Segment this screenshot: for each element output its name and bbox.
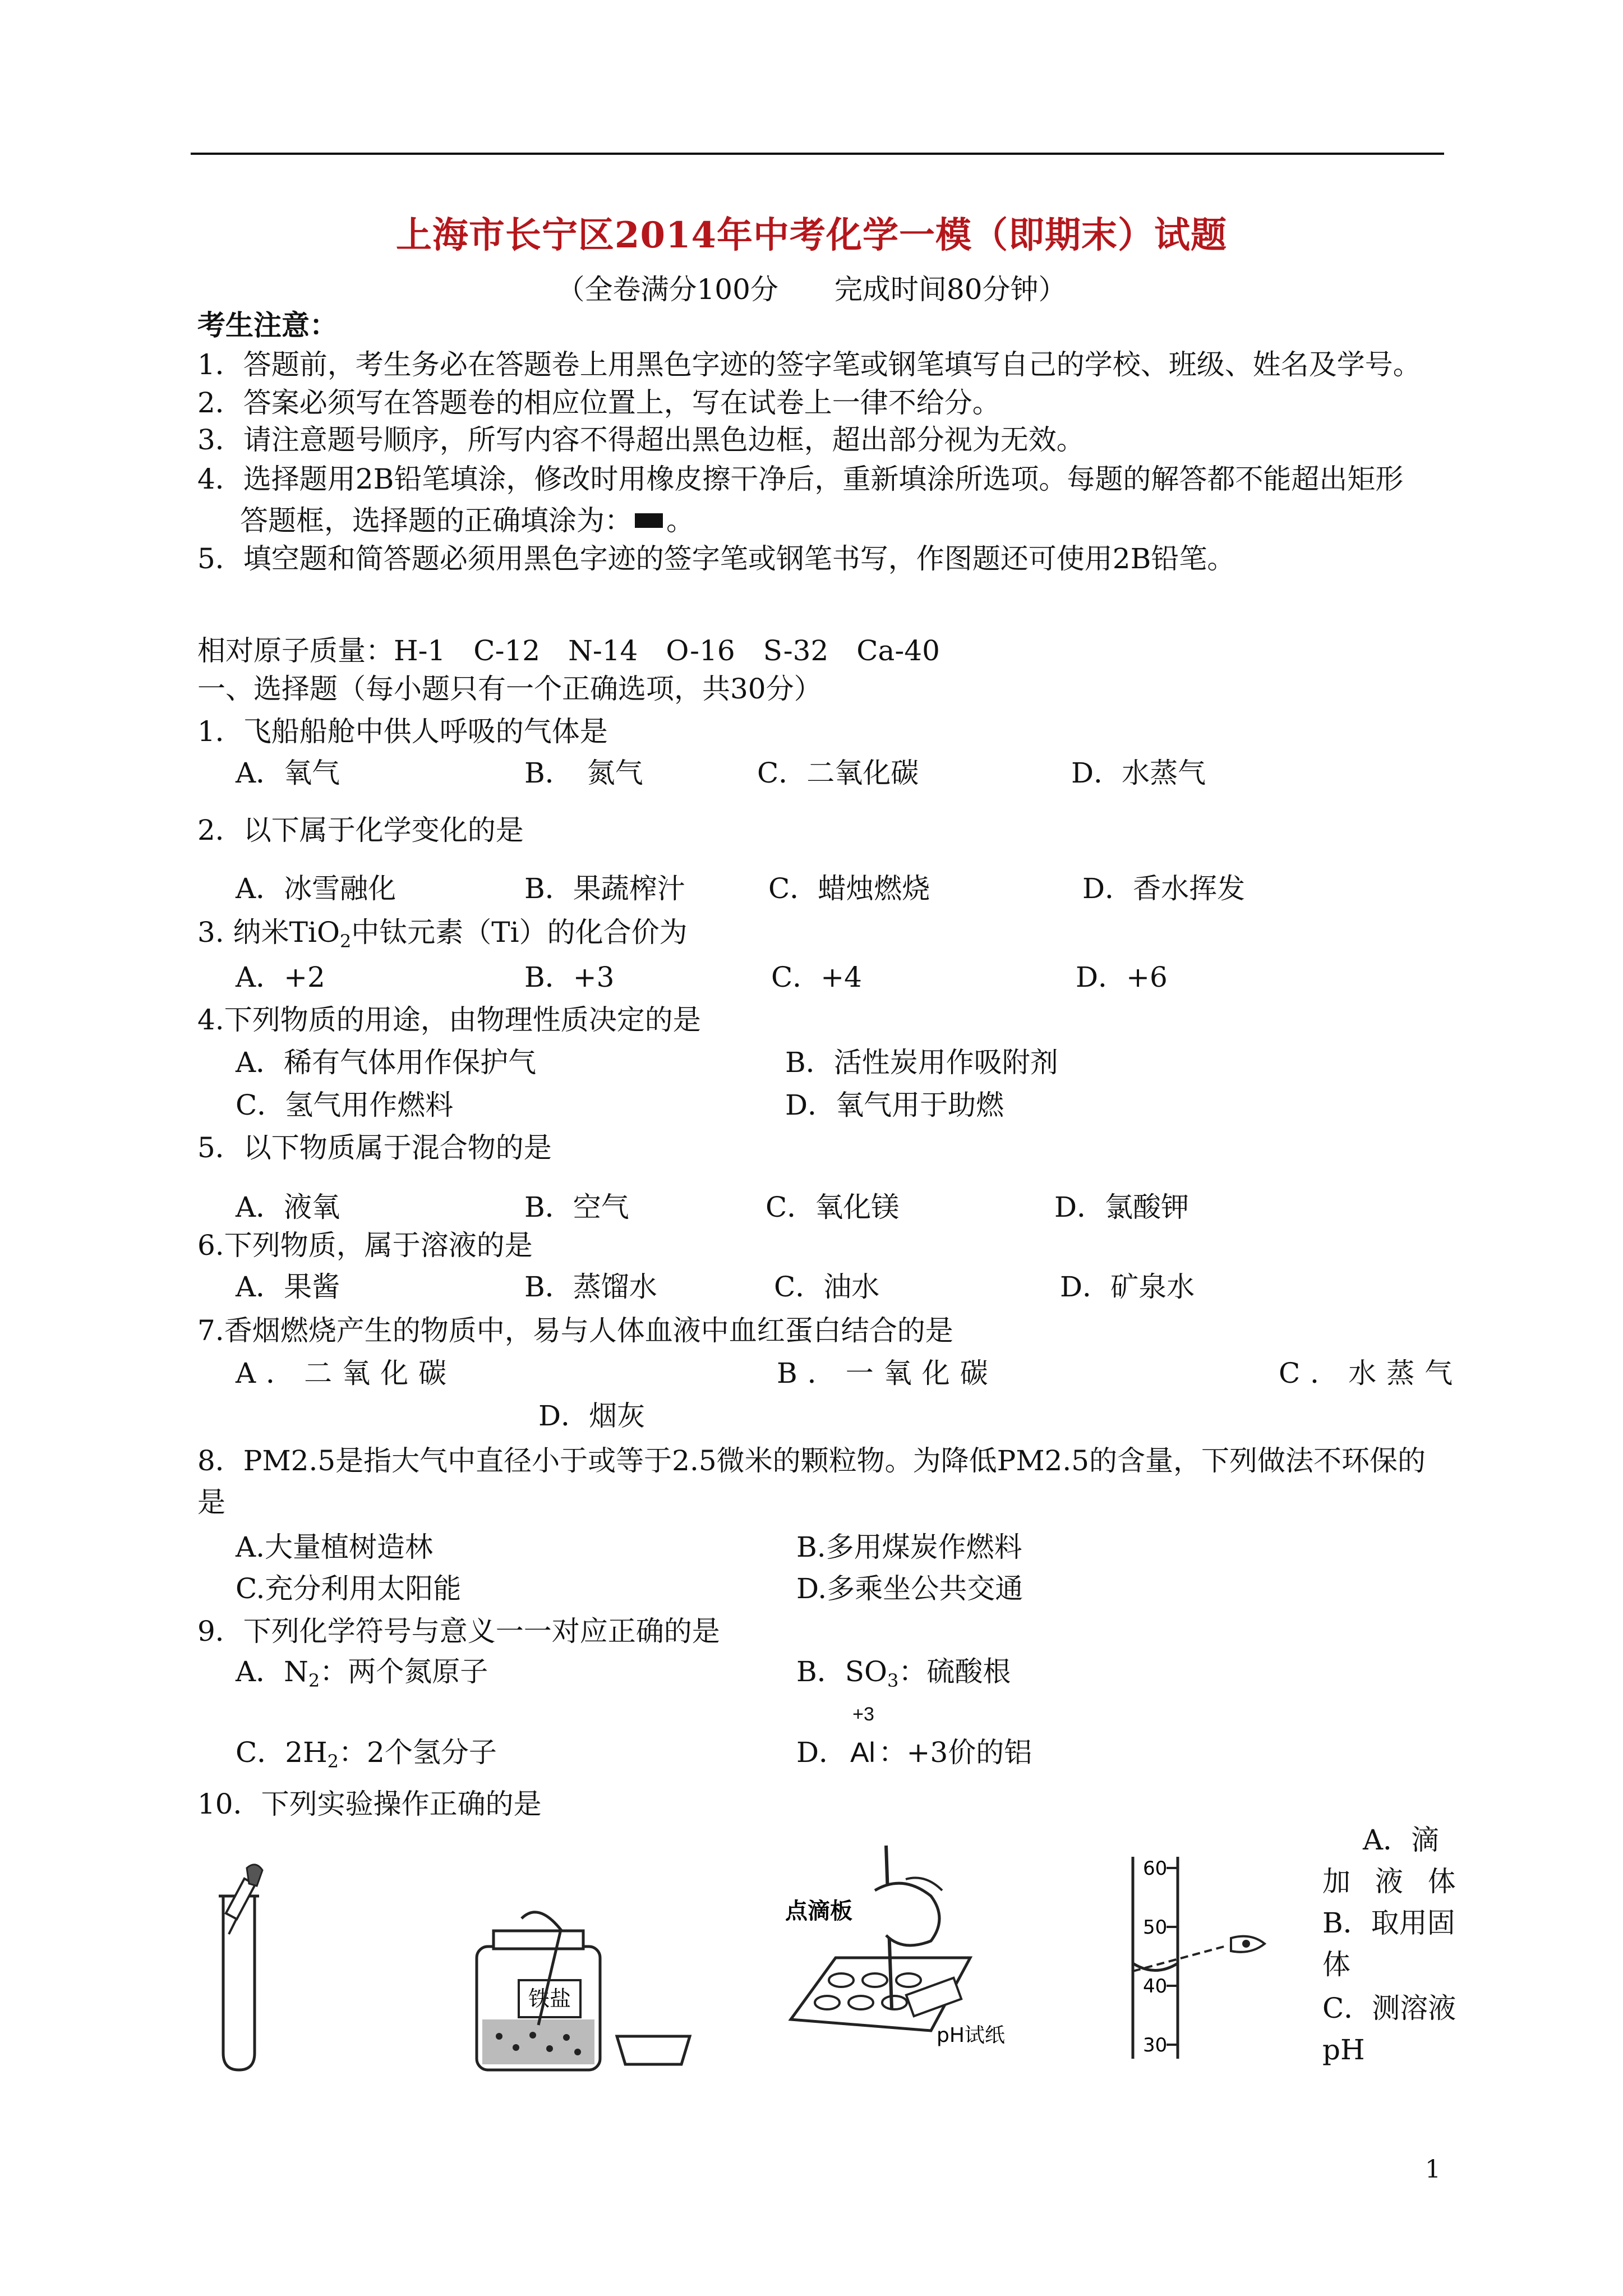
- element-symbol: Al: [850, 1737, 875, 1768]
- option-c: C．二氧化碳: [757, 757, 919, 789]
- option-c: C．油水: [774, 1271, 880, 1303]
- subscript: 2: [327, 1751, 339, 1772]
- stem-text: 中钛元素（Ti）的化合价为: [351, 916, 688, 949]
- option-c: C.充分利用太阳能: [236, 1572, 462, 1605]
- notice-item: 答题框，选择题的正确填涂为： 。: [240, 504, 694, 537]
- option-d: D．氧气用于助燃: [785, 1089, 1004, 1121]
- filled-box-icon: [635, 513, 663, 528]
- notice-item: 2．答案必须写在答题卷的相应位置上，写在试卷上一律不给分。: [197, 386, 1000, 419]
- question-stem: 5．以下物质属于混合物的是: [197, 1131, 552, 1164]
- valence-symbol: [850, 1704, 875, 1770]
- tick-label: 50: [1143, 1916, 1168, 1939]
- option-a: A．稀有气体用作保护气: [236, 1046, 537, 1079]
- option-c: C．氢气用作燃料: [236, 1089, 454, 1121]
- header-rule: [191, 153, 1444, 155]
- page-subtitle: （全卷满分100分 完成时间80分钟）: [556, 273, 1067, 306]
- stem-text: 3. 纳米TiO: [197, 916, 340, 949]
- side-text: pH: [1322, 2033, 1365, 2066]
- option-b: [796, 1654, 1011, 1699]
- option-a: A．二氧化碳: [236, 1357, 457, 1389]
- option-b: B． 氮气: [524, 757, 643, 789]
- option-b: B．空气: [524, 1191, 629, 1223]
- option-b: B．+3: [524, 961, 615, 993]
- option-d: D．氯酸钾: [1054, 1191, 1189, 1223]
- option-a: [236, 1654, 488, 1699]
- option-b: B．果蔬榨汁: [524, 872, 685, 905]
- graduated-cylinder-figure: [1116, 1851, 1284, 2064]
- option-d: D．+6: [1076, 961, 1168, 993]
- subscript: 2: [339, 931, 352, 952]
- option-d: D.多乘坐公共交通: [796, 1572, 1023, 1605]
- notice-item: 4．选择题用2B铅笔填涂，修改时用橡皮擦干净后，重新填涂所选项。每题的解答都不能超出矩形: [197, 463, 1404, 495]
- option-text: A．N: [236, 1655, 308, 1688]
- question-stem: 4.下列物质的用途，由物理性质决定的是: [197, 1004, 701, 1036]
- reagent-jar-figure: [465, 1896, 701, 2076]
- notice-item: 3．请注意题号顺序，所写内容不得超出黑色边框，超出部分视为无效。: [197, 424, 1085, 456]
- side-text: A．滴: [1363, 1824, 1440, 1856]
- spot-plate-figure: [774, 1840, 1088, 2076]
- side-text: 体: [1322, 1948, 1350, 1981]
- subscript: 2: [308, 1670, 320, 1691]
- subscript: 3: [887, 1670, 899, 1691]
- option-a: A．+2: [236, 961, 325, 993]
- paper-label: pH试纸: [937, 2024, 1005, 2047]
- option-d: [796, 1704, 1032, 1770]
- question-stem: 10．下列实验操作正确的是: [197, 1788, 542, 1820]
- option-c: C．蜡烛燃烧: [768, 872, 930, 905]
- side-text: B．取用固: [1322, 1907, 1455, 1939]
- option-c: C．氧化镁: [766, 1191, 900, 1223]
- question-stem: 9．下列化学符号与意义一一对应正确的是: [197, 1615, 720, 1648]
- option-text: ：两个氮原子: [320, 1655, 488, 1688]
- option-b: B.多用煤炭作燃料: [796, 1531, 1022, 1563]
- jar-label: 铁盐: [528, 1986, 571, 2011]
- atomic-mass: 相对原子质量：H-1 C-12 N-14 O-16 S-32 Ca-40: [197, 634, 940, 667]
- option-c: [236, 1734, 497, 1779]
- option-a: A．冰雪融化: [236, 872, 396, 905]
- question-stem: 8．PM2.5是指大气中直径小于或等于2.5微米的颗粒物。为降低PM2.5的含量，下列做法不环保的: [197, 1444, 1426, 1477]
- page-title: 上海市长宁区2014年中考化学一模（即期末）试题: [395, 214, 1228, 256]
- tick-label: 40: [1143, 1975, 1168, 1998]
- question-stem: 2．以下属于化学变化的是: [197, 814, 524, 846]
- option-d: D．矿泉水: [1060, 1271, 1195, 1303]
- option-a: A．液氧: [236, 1191, 340, 1223]
- question-stem: 6.下列物质，属于溶液的是: [197, 1229, 533, 1262]
- option-b: B．活性炭用作吸附剂: [785, 1046, 1058, 1079]
- option-d: D．烟灰: [538, 1400, 645, 1432]
- notice-heading: 考生注意：: [197, 309, 338, 342]
- valence-mark: +3: [852, 1704, 874, 1725]
- dropper-test-tube-figure: [202, 1862, 314, 2076]
- option-c: C．+4: [771, 961, 862, 993]
- notice-item-text: 答题框，选择题的正确填涂为：: [240, 504, 633, 537]
- option-text: ：硫酸根: [898, 1655, 1011, 1688]
- option-text: B．SO: [796, 1655, 887, 1688]
- notice-item: 1．答题前，考生务必在答题卷上用黑色字迹的签字笔或钢笔填写自己的学校、班级、姓名及学号。: [197, 348, 1421, 381]
- option-d: D．香水挥发: [1082, 872, 1246, 905]
- option-b: B．蒸馏水: [524, 1271, 657, 1303]
- question-stem: 7.香烟燃烧产生的物质中，易与人体血液中血红蛋白结合的是: [197, 1314, 953, 1347]
- option-a: A.大量植树造林: [236, 1531, 434, 1563]
- option-text: D．: [796, 1736, 847, 1769]
- notice-item: 5．填空题和简答题必须用黑色字迹的签字笔或钢笔书写，作图题还可使用2B铅笔。: [197, 542, 1235, 575]
- side-text: C．测溶液: [1322, 1992, 1456, 2024]
- tick-label: 60: [1143, 1857, 1168, 1880]
- option-c: C．水蒸气: [1279, 1357, 1463, 1389]
- option-text: ：2个氢分子: [339, 1736, 497, 1769]
- option-text: C．2H: [236, 1736, 328, 1769]
- page-number: 1: [1425, 2155, 1441, 2184]
- question-stem-cont: 是: [197, 1486, 225, 1519]
- option-text: ：+3价的铝: [878, 1736, 1032, 1769]
- option-b: B．一氧化碳: [777, 1357, 998, 1389]
- tick-label: 30: [1143, 2034, 1168, 2056]
- side-text: 加 液 体: [1322, 1865, 1464, 1898]
- section-heading: 一、选择题（每小题只有一个正确选项，共30分）: [197, 673, 822, 705]
- option-d: D．水蒸气: [1071, 757, 1206, 789]
- option-a: A．果酱: [236, 1271, 340, 1303]
- plate-label: 点滴板: [785, 1898, 852, 1924]
- option-a: A．氧气: [236, 757, 340, 789]
- question-stem: [197, 914, 688, 959]
- question-stem: 1．飞船船舱中供人呼吸的气体是: [197, 715, 608, 748]
